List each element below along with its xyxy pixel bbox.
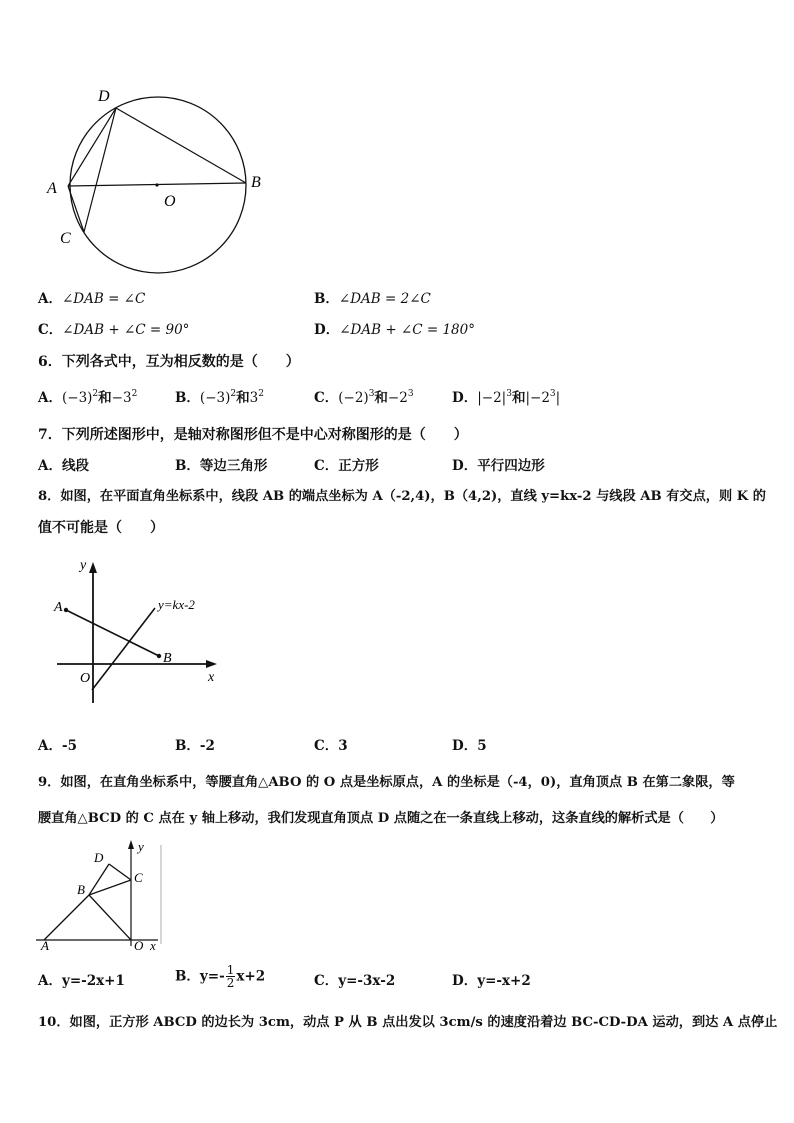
q9-side-bo bbox=[89, 895, 131, 940]
q9-label-o: O bbox=[134, 938, 144, 953]
q8-label-y: y bbox=[80, 558, 87, 573]
q9-label-b: B bbox=[77, 882, 85, 897]
q8-option-c: C．3 bbox=[314, 738, 348, 754]
q9-side-ab bbox=[44, 895, 89, 940]
q8-option-d: D．5 bbox=[452, 738, 487, 754]
q5-label-b: B bbox=[251, 174, 261, 191]
q6-option-b: B．$(-3)^2$和$3^2$ bbox=[175, 389, 264, 406]
q6-stem: 6．下列各式中，互为相反数的是（ ） bbox=[38, 354, 300, 370]
q8-label-a: A bbox=[54, 600, 63, 615]
q9-side-bd bbox=[89, 864, 109, 895]
q9-side-dc bbox=[109, 864, 131, 880]
q10-stem-line1: 10．如图，正方形 ABCD 的边长为 3cm，动点 P 从 B 点出发以 3cm/s 的速度沿着边 BC-CD-DA 运动，到达 A 点停止 bbox=[38, 1015, 778, 1030]
q5-label-o: O bbox=[164, 193, 176, 210]
q9-y-arrow-icon bbox=[128, 840, 134, 849]
q6-option-a: A．$(-3)^2$和$-3^2$ bbox=[38, 389, 138, 406]
q9-label-x: x bbox=[150, 938, 156, 953]
q6-option-c: C．$(-2)^3$和$-2^3$ bbox=[314, 389, 414, 406]
q7-option-d: D．平行四边形 bbox=[452, 458, 545, 474]
q6-option-d: D．$|-2|^3$和$|-2^3|$ bbox=[452, 389, 561, 406]
q5-option-c: C．∠DAB + ∠C = 90° bbox=[38, 322, 190, 338]
q5-option-b: B．∠DAB = 2∠C bbox=[314, 291, 431, 307]
q9-label-y: y bbox=[138, 839, 144, 854]
q9-option-a: A．y=-2x+1 bbox=[38, 973, 125, 989]
q8-option-a: A．-5 bbox=[38, 738, 77, 754]
q8-label-o: O bbox=[80, 671, 91, 686]
q8-label-b: B bbox=[163, 651, 172, 666]
q7-option-b: B．等边三角形 bbox=[175, 458, 268, 474]
q9-option-d: D．y=-x+2 bbox=[452, 973, 531, 989]
q8-stem-line1: 8．如图，在平面直角坐标系中，线段 AB 的端点坐标为 A（-2,4)，B（4,2)，直线 y=kx-2 与线段 AB 有交点，则 K 的 bbox=[38, 489, 766, 504]
q9-label-d: D bbox=[94, 850, 104, 865]
q8-label-x: x bbox=[208, 670, 215, 685]
q9-stem-line2: 腰直角△BCD 的 C 点在 y 轴上移动，我们发现直角顶点 D 点随之在一条直线上移动，这条直线的解析式是（ ） bbox=[38, 811, 724, 826]
q9-option-c: C．y=-3x-2 bbox=[314, 973, 396, 989]
q7-option-c: C．正方形 bbox=[314, 458, 379, 474]
q5-label-d: D bbox=[98, 88, 110, 105]
q8-option-b: B．-2 bbox=[175, 738, 215, 754]
q8-stem-line2: 值不可能是（ ） bbox=[38, 520, 164, 536]
q5-label-a: A bbox=[47, 180, 57, 197]
q7-option-a: A．线段 bbox=[38, 458, 89, 474]
q9-option-b: B．y=- $\frac{1}{2}$ x+2 bbox=[175, 963, 266, 990]
q5-label-c: C bbox=[60, 230, 71, 247]
q8-label-line: y=kx-2 bbox=[158, 597, 195, 612]
q9-stem-line1: 9．如图，在直角坐标系中，等腰直角△ABO 的 O 点是坐标原点，A 的坐标是（-4，0)，直角顶点 B 在第二象限，等 bbox=[38, 775, 735, 790]
q9-label-c: C bbox=[134, 870, 143, 885]
q7-stem: 7．下列所述图形中，是轴对称图形但不是中心对称图形的是（ ） bbox=[38, 427, 468, 443]
q9-label-a: A bbox=[41, 938, 49, 953]
q5-option-d: D．∠DAB + ∠C = 180° bbox=[314, 322, 475, 338]
q9-side-bc bbox=[89, 880, 131, 895]
q5-option-a: A．∠DAB = ∠C bbox=[38, 291, 146, 307]
